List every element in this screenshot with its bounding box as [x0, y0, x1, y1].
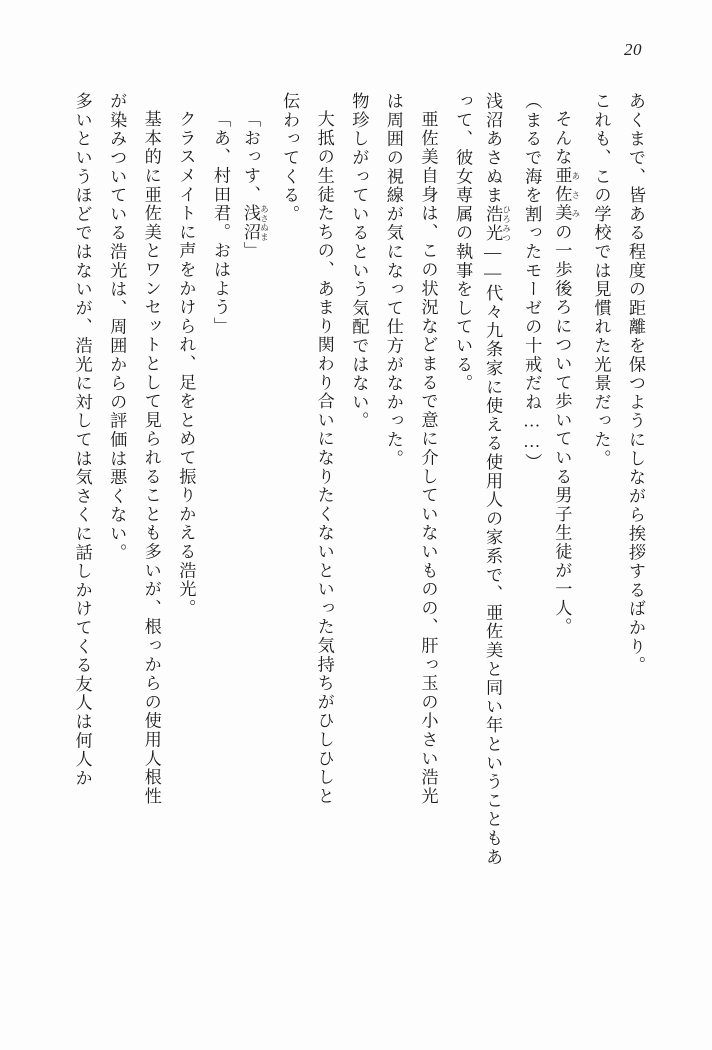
text-line: 大抵の生徒たちの、あまり関わり合いになりたくないといった気持ちがひしひしと	[314, 110, 334, 806]
text-line: が染みついている浩光は、周囲からの評価は悪くない。	[107, 92, 127, 562]
ruby-annotation: 浩光 ひろみつ	[483, 204, 512, 243]
ruby-annotation: 浅沼 あさぬま	[241, 204, 270, 242]
text-line: 「あ、村田君。おはよう」	[210, 110, 230, 336]
text-line: 物珍しがっているという気配ではない。	[349, 92, 369, 431]
ruby-annotation: 亜佐美 あさみ	[552, 166, 581, 223]
text-line: 「おっす、浅沼 あさぬま」	[241, 110, 270, 261]
page-number: 20	[624, 40, 642, 59]
text-line: あくまで、皆ある程度の距離を保つようにしながら挨拶するばかり。	[626, 92, 645, 675]
text-line: って、彼女専属の執事をしている。	[453, 92, 473, 393]
body-text-vertical	[62, 92, 650, 972]
text-line: クラスメイトに声をかけられ、足をとめて振りかえる浩光。	[176, 110, 196, 618]
text-line: 浅沼あさぬま浩光 ひろみつ――代々九条家に使える使用人の家系で、亜佐美と同い年ということもあ	[483, 92, 512, 867]
text-line: これも、この学校では見慣れた光景だった。	[591, 92, 611, 468]
text-line: は周囲の視線が気になって仕方がなかった。	[383, 92, 403, 468]
text-line: 基本的に亜佐美とワンセットとして見られることも多いが、根っからの使用人根性	[141, 110, 161, 806]
text-line: 伝わってくる。	[280, 92, 300, 224]
text-line: 多いというほどではないが、浩光に対しては気さくに話しかけてくる友人は何人か	[72, 92, 92, 788]
text-line: そんな亜佐美 あさみの一歩後ろについて歩いている男子生徒が一人。	[552, 110, 581, 637]
text-line: 亜佐美自身は、この状況などまるで意に介していないものの、肝っ玉の小さい浩光	[418, 110, 438, 806]
text-line: （まるで海を割ったモーゼの十戒だね……）	[522, 92, 542, 472]
